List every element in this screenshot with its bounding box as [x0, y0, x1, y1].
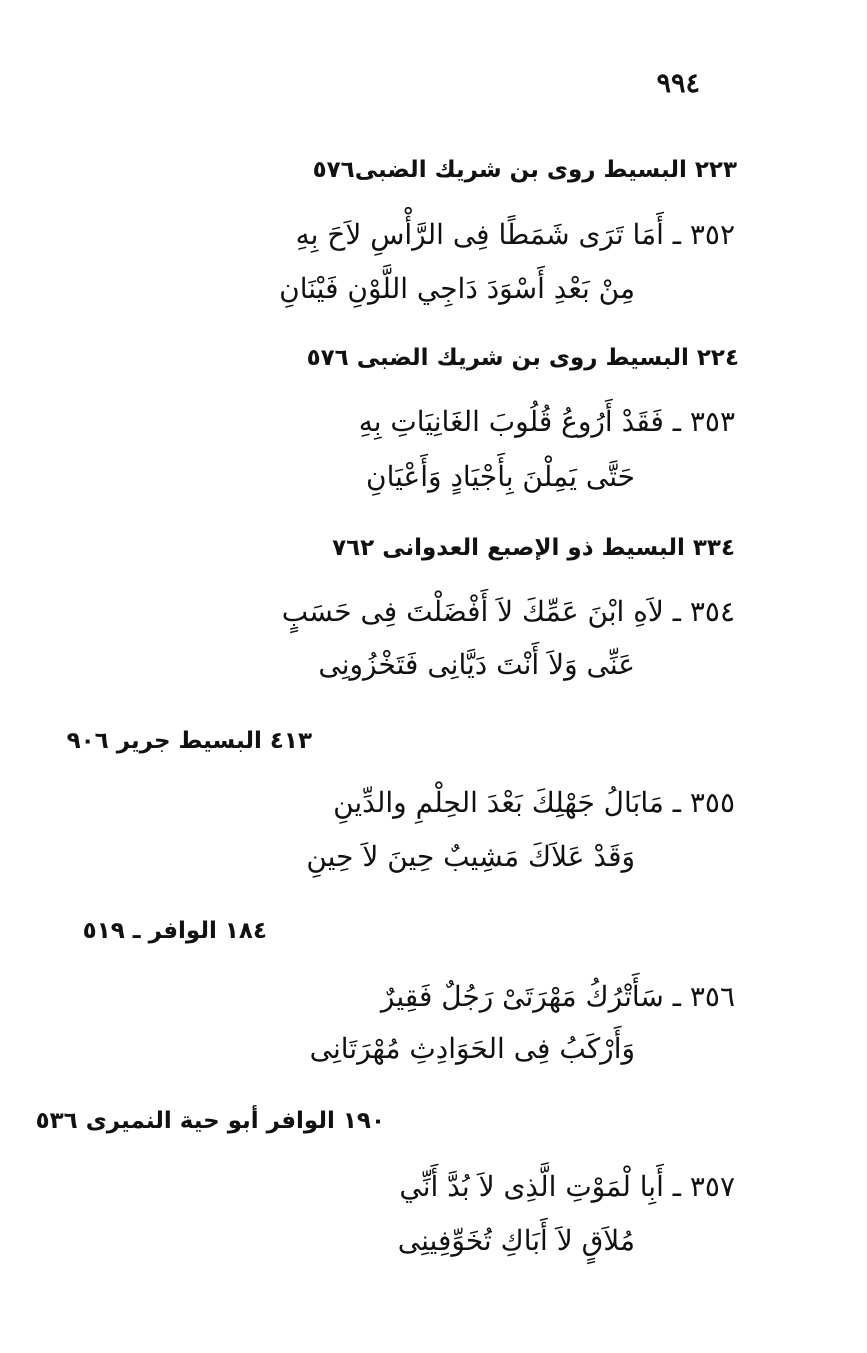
verse-first-hemistich: ٣٥٦ ـ سَأَتْرُكُ مَهْرَتَىْ رَجُلٌ فَقِيرٌ [380, 980, 735, 1013]
verse-first-hemistich: ٣٥٢ ـ أَمَا تَرَى شَمَطًا فِى الرَّأْسِ لاَحَ بِهِ [295, 218, 735, 251]
entry-heading: ١٩٠ الوافر أبو حية النميرى ٥٣٦ [35, 1108, 385, 1134]
verse-second-hemistich: مُلاَقٍ لاَ أَبَاكِ تُخَوِّفِينِى [397, 1224, 635, 1257]
verse-second-hemistich: وَأَرْكَبُ فِى الحَوَادِثِ مُهْرَتَانِى [309, 1032, 635, 1065]
verse-second-hemistich: مِنْ بَعْدِ أَسْوَدَ دَاجِي اللَّوْنِ فَيْنَانِ [279, 272, 635, 305]
verse-first-hemistich: ٣٥٣ ـ فَقَدْ أَرُوعُ قُلُوبَ الغَانِيَاتِ بِهِ [358, 405, 735, 438]
entry-heading: ٢٢٣ البسيط روى بن شريك الضبى٥٧٦ [312, 157, 737, 183]
verse-second-hemistich: عَنِّى وَلاَ أَنْتَ دَيَّانِى فَتَخْزُونِى [318, 648, 635, 681]
verse-first-hemistich: ٣٥٥ ـ مَابَالُ جَهْلِكَ بَعْدَ الحِلْمِ والدِّينِ [333, 786, 735, 819]
page-number: ٩٩٤ [656, 68, 700, 99]
verse-second-hemistich: وَقَدْ عَلاَكَ مَشِيبٌ حِينَ لاَ حِينِ [306, 840, 635, 873]
entry-heading: ١٨٤ الوافر ـ ٥١٩ [82, 918, 267, 944]
entry-heading: ٢٢٤ البسيط روى بن شريك الضبى ٥٧٦ [306, 345, 739, 371]
verse-first-hemistich: ٣٥٤ ـ لاَهِ ابْنَ عَمِّكَ لاَ أَفْضَلْتَ فِى حَسَبٍ [281, 595, 735, 628]
verse-first-hemistich: ٣٥٧ ـ أَبِا لْمَوْتِ الَّذِى لاَ بُدَّ أَنِّي [399, 1170, 735, 1203]
entry-heading: ٣٣٤ البسيط ذو الإصبع العدوانى ٧٦٢ [332, 535, 735, 561]
verse-second-hemistich: حَتَّى يَمِلْنَ بِأَجْيَادٍ وَأَعْيَانِ [366, 460, 635, 493]
entry-heading: ٤١٣ البسيط جرير ٩٠٦ [66, 728, 312, 754]
